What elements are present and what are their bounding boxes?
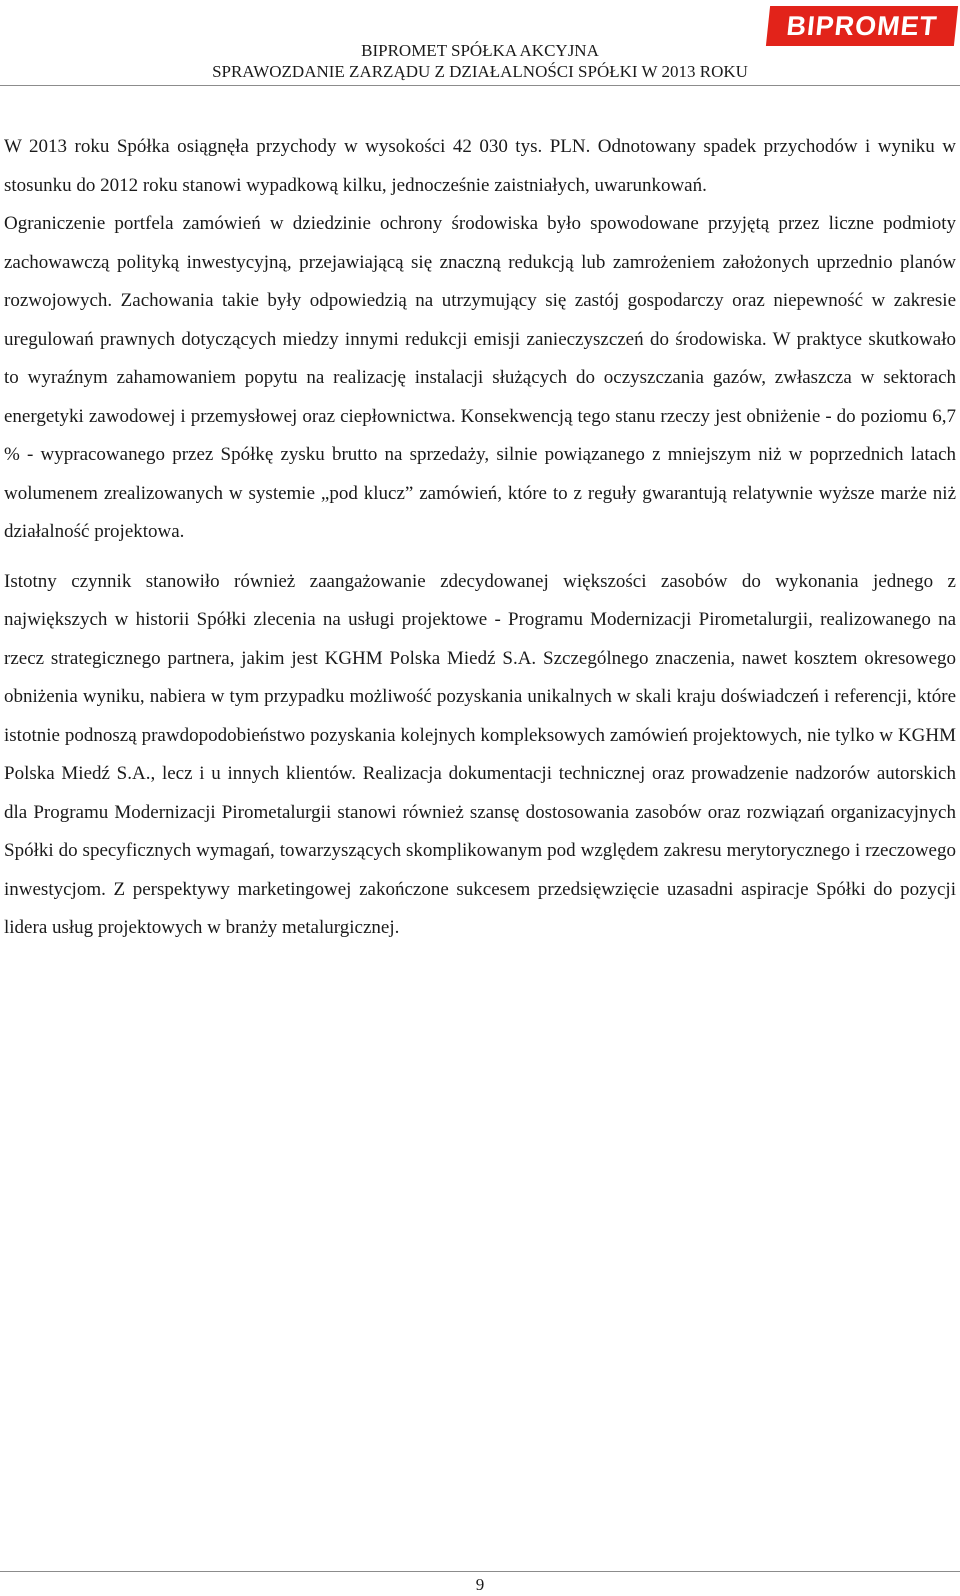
header-company-name: BIPROMET SPÓŁKA AKCYJNA xyxy=(361,41,599,60)
paragraph-revenue: W 2013 roku Spółka osiągnęła przychody w wysokości 42 030 tys. PLN. Odnotowany spadek przychodów i wyniku w stosunku do 2012 roku stanowi wypadkową kilku, jednocześnie zaistniałych, uwarunkowań. xyxy=(4,136,956,196)
footer-divider xyxy=(0,1571,960,1572)
page-number: 9 xyxy=(475,1575,485,1594)
paragraph-orders: Ograniczenie portfela zamówień w dziedzinie ochrony środowiska było spowodowane przyjętą przez liczne podmioty zachowawczą polityką inwestycyjną, przejawiającą się znaczną redukcją lub zamrożeniem założonych uprzednio planów rozwojowych. Zachowania takie były odpowiedzią na utrzymujący się zastój gospodarczy oraz niepewność w zakresie uregulowań prawnych dotyczących miedzy innymi redukcji emisji zanieczyszczeń do środowiska. W praktyce skutkowało to wyraźnym zahamowaniem popytu na realizację instalacji służących do oczyszczania gazów, zwłaszcza w sektorach energetyki zawodowej i przemysłowej oraz ciepłownictwa. Konsekwencją tego stanu rzeczy jest obniżenie - do poziomu 6,7 % - wypracowanego przez Spółkę zysku brutto na sprzedaży, silnie powiązanego z mniejszym niż w poprzednich latach wolumenem zrealizowanych w systemie „pod klucz” zamówień, które to z reguły gwarantują relatywnie wyższe marże niż działalność projektowa. xyxy=(4,213,956,542)
header-divider xyxy=(0,85,960,86)
header-report-title: SPRAWOZDANIE ZARZĄDU Z DZIAŁALNOŚCI SPÓŁKI W 2013 ROKU xyxy=(212,62,748,81)
paragraph-pyrometallurgy: Istotny czynnik stanowiło również zaangażowanie zdecydowanej większości zasobów do wykonania jednego z największych w historii Spółki zlecenia na usługi projektowe - Programu Modernizacji Pirometalurgii, realizowanego na rzecz strategicznego partnera, jakim jest KGHM Polska Miedź S.A. Szczególnego znaczenia, nawet kosztem okresowego obniżenia wyniku, nabiera w tym przypadku możliwość pozyskania unikalnych w skali kraju doświadczeń i referencji, które istotnie podnoszą prawdopodobieństwo pozyskania kolejnych kompleksowych zamówień projektowych, nie tylko w KGHM Polska Miedź S.A., lecz i u innych klientów. Realizacja dokumentacji technicznej oraz prowadzenie nadzorów autorskich dla Programu Modernizacji Pirometalurgii stanowi również szansę dostosowania zasobów oraz rozwiązań organizacyjnych Spółki do specyficznych wymagań, towarzyszących skomplikowanym pod względem zakresu merytorycznego i rzeczowego inwestycjom. Z perspektywy marketingowej zakończone sukcesem przedsięwzięcie uzasadni aspiracje Spółki do pozycji lidera usług projektowych w branży metalurgicznej. xyxy=(4,570,956,938)
bipromet-logo: BIPROMET xyxy=(766,6,958,46)
document-body xyxy=(4,128,956,948)
